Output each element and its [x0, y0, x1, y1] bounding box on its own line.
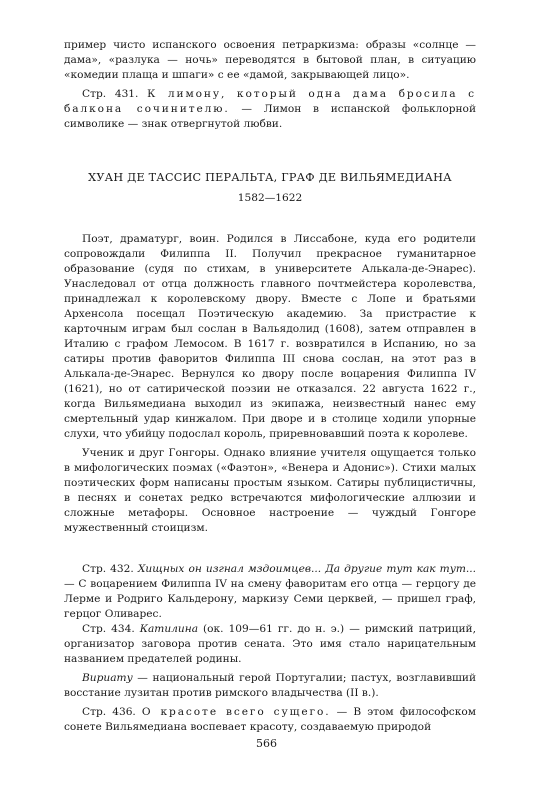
note-italic-term: Вириату [82, 672, 133, 684]
note-page-432 [64, 562, 476, 622]
note-page-ref: Стр. 436. [82, 706, 142, 718]
note-viriatu [64, 671, 476, 701]
note-italic-term: Катилина [139, 623, 199, 635]
note-spaced-title: О красоте всего сущего. [141, 706, 331, 718]
note-spaced-title: К лимону, который одна дама бросила с балкона сочинителю. [64, 88, 476, 115]
note-text: — национальный герой Португалии; пастух, возглавивший восстание лузитан против римского владычества (II в.). [64, 672, 476, 699]
note-italic-quote: Хищных он изгнал мздоимцев... Да другие тут как тут... [137, 563, 476, 575]
bio-paragraph-1: Поэт, драматург, воин. Родился в Лиссабоне, куда его родители сопровождали Филиппа II. Получил прекрасное гуманитарное образование (судя по стихам, в университете Алькала-де-Энарес). Унаследовал от отца должность главного почтмейстера королевства, принадлежал к королевскому двору. Вместе с Лопе и братьями Архенсола посещал Поэтическую академию. За пристрастие к карточным играм был сослан в Вальядолид (1608), затем отправлен в Италию с графом Лемосом. В 1617 г. возвратился в Испанию, но за сатиры против фаворитов Филиппа III снова сослан, на этот раз в Алькала-де-Энарес. Вернулся ко двору после воцарения Филиппа IV (1621), но от сатирической поэзии не отказался. 22 августа 1622 г., когда Вильямедиана выходил из экипажа, неизвестный нанес ему смертельный удар кинжалом. При дворе и в столице ходили упорные слухи, что убийцу подослал король, приревновавший поэта к королеве. [64, 233, 476, 440]
bio-paragraph-2: Ученик и друг Гонгоры. Однако влияние учителя ощущается только в мифологических поэмах («Фаэтон», «Венера и Адонис»). Стихи малых поэтических форм написаны простым языком. Сатиры публицистичны, в песнях и сонетах редко встречаются мифологические аллюзии и сложные метафоры. Основное настроение — чуждый Гонгоре мужественный стоицизм. [64, 447, 476, 534]
note-page-ref: Стр. 432. [82, 563, 138, 575]
note-text: (ок. 109—61 гг. до н. э.) — римский патриций, организатор заговора против сената. Это имя стало нарицательным названием предателей родины. [64, 623, 476, 665]
paragraph-petrarchism: пример чисто испанского освоения петраркизма: образы «солнце — дама», «разлука — ночь» переводятся в бытовой план, в ситуацию «комедии плаща и шпаги» с ее «дамой, закрывающей лицо». [64, 39, 476, 81]
note-text: — В этом философском сонете Вильямедиана воспевает красоту, создаваемую природой [64, 706, 476, 733]
section-years: 1582—1622 [237, 192, 303, 204]
note-text: — Лимон в испанской фольклорной символике — знак отвергнутой любви. [64, 103, 477, 130]
note-page-436 [64, 705, 476, 735]
page-body [64, 38, 476, 735]
note-page-ref: Стр. 434. [82, 623, 140, 635]
note-page-431 [64, 87, 476, 132]
page-number: 566 [256, 737, 277, 750]
note-text: — С воцарением Филиппа IV на смену фаворитам его отца — герцогу де Лерме и Родриго Кальдерону, маркизу Семи церквей, — пришел граф, герцог Оливарес. [64, 578, 476, 620]
note-page-434 [64, 622, 476, 667]
note-page-ref: Стр. 431. [82, 88, 148, 100]
section-title: ХУАН ДЕ ТАССИС ПЕРАЛЬТА, ГРАФ ДЕ ВИЛЬЯМЕДИАНА [88, 171, 452, 184]
